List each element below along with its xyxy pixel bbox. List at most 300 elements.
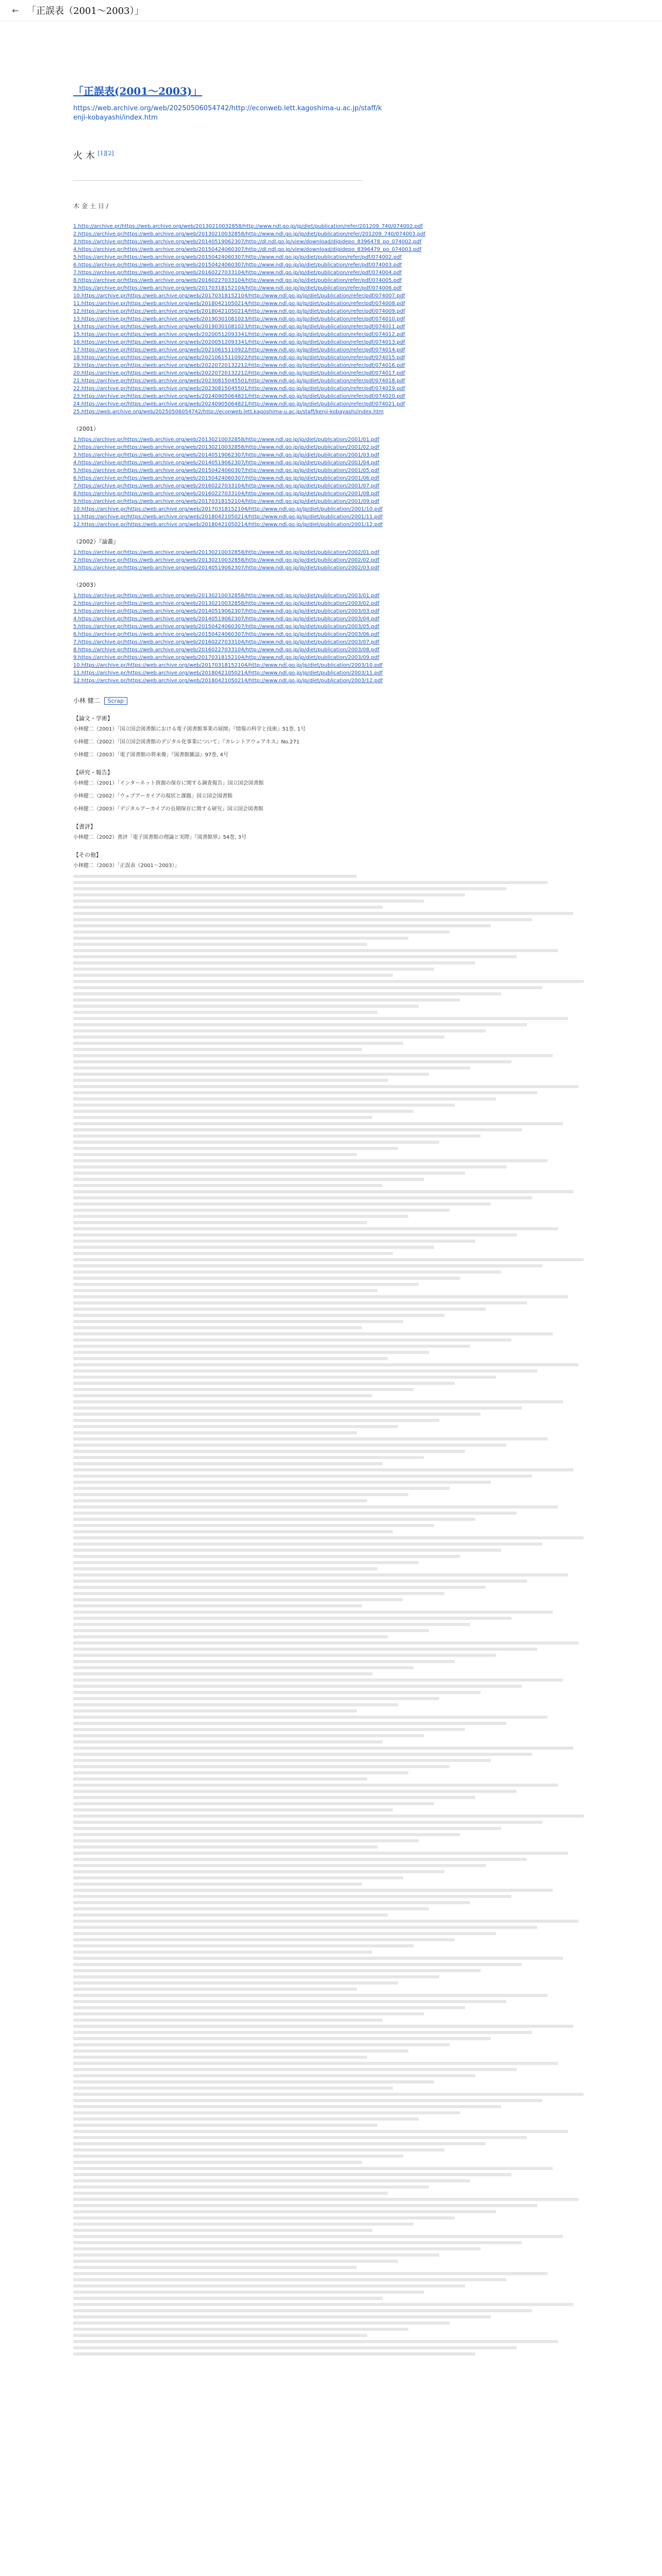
text-line-placeholder [73, 1147, 398, 1150]
divider [73, 180, 362, 181]
text-line-placeholder [73, 974, 393, 977]
text-line-placeholder [73, 924, 491, 927]
text-line-placeholder [73, 2223, 413, 2226]
text-line-placeholder [73, 1623, 470, 1626]
text-line-placeholder [73, 1505, 558, 1509]
year-nav-item[interactable]: / [106, 202, 109, 210]
text-line-placeholder [73, 2272, 548, 2275]
text-line-placeholder [73, 968, 434, 971]
text-line-placeholder [73, 2087, 393, 2090]
text-line-placeholder [73, 1184, 383, 1187]
text-line-placeholder [73, 1085, 578, 1088]
text-line-placeholder [73, 1444, 506, 1447]
text-line-placeholder [73, 1530, 393, 1533]
text-line-placeholder [73, 1821, 542, 1824]
text-line-placeholder [73, 2315, 491, 2318]
text-line-placeholder [73, 1567, 377, 1570]
text-line-placeholder [73, 887, 506, 890]
subtitle-footnote[interactable]: [1][2] [97, 150, 114, 157]
section-label: 【その他】 [73, 852, 102, 859]
year-nav-item[interactable]: 日 [98, 202, 105, 210]
section-entry: 小林健二（2002）書評「電子図書館の理論と実際」『図書館界』54巻, 3号 [73, 835, 246, 841]
text-line-placeholder [73, 2049, 408, 2053]
reference-link[interactable]: 23.https://archive.pr/https://web.archive.org/web/20240905064821/http://www.ndl.go.jp/jp/diet/publication/refer/pdf/074020.pdf [73, 394, 405, 400]
text-line-placeholder [73, 1883, 362, 1886]
section-entry: 小林健二（2003）「正誤表（2001〜2003）」 [73, 863, 180, 869]
text-line-placeholder [73, 1790, 517, 1793]
text-line-placeholder [73, 2192, 388, 2195]
text-line-placeholder [73, 1604, 362, 1607]
text-line-placeholder [73, 2179, 470, 2182]
text-line-placeholder [73, 1277, 460, 1280]
text-line-placeholder [73, 1400, 563, 1403]
reference-link[interactable]: 1.https://archive.pr/https://web.archive.org/web/20130210032858/http://www.ndl.go.jp/jp/diet/publication/2003/01.pdf [73, 593, 379, 599]
text-line-placeholder [73, 1406, 522, 1410]
text-line-placeholder [73, 1060, 511, 1063]
topbar [0, 0, 662, 21]
text-line-placeholder [73, 998, 460, 1002]
reference-link[interactable]: 16.https://archive.pr/https://web.archive.org/web/20200512093341/http://www.ndl.go.jp/jp/diet/publication/refer/pdf/074013.pdf [73, 340, 405, 346]
document-body [73, 21, 589, 2355]
text-line-placeholder [73, 1419, 439, 1422]
text-line-placeholder [73, 1833, 460, 1836]
text-line-placeholder [73, 2124, 377, 2127]
text-line-placeholder [73, 1944, 413, 1947]
text-line-placeholder [73, 2352, 475, 2355]
text-line-placeholder [73, 900, 424, 903]
text-line-placeholder [73, 2000, 506, 2003]
text-line-placeholder [73, 2062, 558, 2065]
text-line-placeholder [73, 1777, 367, 1781]
text-line-placeholder [73, 1091, 537, 1094]
reference-link[interactable]: 8.https://archive.pr/https://web.archive.org/web/20160227033104/http://www.ndl.go.jp/jp/diet/publication/2001/08.pdf [73, 491, 379, 497]
text-line-placeholder [73, 1048, 362, 1051]
text-line-placeholder [73, 1728, 465, 1731]
text-line-placeholder [73, 2309, 532, 2312]
text-line-placeholder [73, 1437, 548, 1440]
text-line-placeholder [73, 1555, 460, 1558]
text-line-placeholder [73, 1765, 450, 1768]
text-line-placeholder [73, 2229, 372, 2232]
text-line-placeholder [73, 1029, 486, 1032]
text-line-placeholder [73, 1493, 408, 1496]
text-line-placeholder [73, 1134, 481, 1138]
text-line-placeholder [73, 1394, 372, 1397]
text-line-placeholder [73, 1895, 511, 1898]
year-nav-item[interactable]: 木 [73, 202, 80, 210]
text-line-placeholder [73, 1549, 501, 1552]
text-line-placeholder [73, 1938, 455, 1941]
text-line-placeholder [73, 1450, 465, 1453]
text-line-placeholder [73, 1635, 388, 1638]
reference-link[interactable]: 24.https://archive.pr/https://web.archive.org/web/20240905064821/http://www.ndl.go.jp/jp/diet/publication/refer/pdf/074021.pdf [73, 401, 405, 408]
reference-link[interactable]: 3.https://archive.pr/https://web.archive.org/web/20140519062307/http://www.ndl.go.jp/jp/diet/publication/2003/03.pdf [73, 608, 379, 615]
text-line-placeholder [73, 1573, 568, 1577]
text-line-placeholder [73, 1252, 393, 1255]
reference-link[interactable]: 10.https://archive.pr/https://web.archive.org/web/20170318152104/http://www.ndl.go.jp/jp/diet/publication/refer/pdf/074007.pdf [73, 293, 405, 299]
text-line-placeholder [73, 1932, 496, 1935]
text-line-placeholder [73, 1740, 383, 1743]
text-line-placeholder [73, 2142, 486, 2145]
text-line-placeholder [73, 930, 450, 934]
text-line-placeholder [73, 1301, 527, 1304]
text-line-placeholder [73, 1691, 481, 1694]
text-line-placeholder [73, 2093, 584, 2096]
reference-link[interactable]: 9.https://archive.pr/https://web.archive.org/web/20170318152104/http://www.ndl.go.jp/jp/diet/publication/refer/pdf/074006.pdf [73, 285, 402, 292]
reference-link[interactable]: 25.https://web.archive.org/web/20250506054742/http://econweb.lett.kagoshima-u.ac.jp/staff/kenji-kobayashi/index.htm [73, 409, 384, 415]
text-line-placeholder [73, 2043, 450, 2046]
reference-link[interactable]: 1.https://archive.pr/https://web.archive.org/web/20130210032858/http://www.ndl.go.jp/jp/diet/publication/2002/01.pdf [73, 550, 379, 556]
ndl-heading [73, 696, 589, 705]
text-line-placeholder [73, 2235, 563, 2238]
text-line-placeholder [73, 2074, 475, 2077]
header-title: 「正誤表（2001〜2003）」 [27, 6, 144, 16]
text-line-placeholder [73, 2068, 517, 2071]
text-line-placeholder [73, 1901, 470, 1904]
text-line-placeholder [73, 1722, 506, 1725]
text-line-placeholder [73, 1369, 537, 1372]
text-line-placeholder [73, 1209, 450, 1212]
reference-link[interactable]: 11.https://archive.pr/https://web.archive.org/web/20180421050214/http://www.ndl.go.jp/jp/diet/publication/2003/11.pdf [73, 670, 383, 676]
section-entry: 小林健二（2001）「インターネット資源の保存に関する調査報告」国立国会図書館 [73, 781, 264, 787]
text-line-placeholder [73, 1827, 501, 1830]
reference-link[interactable]: 1.https://archive.pr/https://web.archive.org/web/20130210032858/http://www.ndl.go.jp/jp/diet/publication/2001/01.pdf [73, 437, 379, 443]
text-line-placeholder [73, 1716, 548, 1719]
text-line-placeholder [73, 1388, 413, 1391]
reference-link[interactable]: 5.https://archive.pr/https://web.archive.org/web/20150424060307/http://www.ndl.go.jp/jp/diet/publication/2001/05.pdf [73, 468, 379, 474]
text-line-placeholder [73, 1376, 496, 1379]
reference-link[interactable]: 2.https://archive.pr/https://web.archive.org/web/20130210032858/http://www.ndl.go.jp/jp/diet/publication/2002/02.pdf [73, 557, 379, 564]
subtitle-text: 火 木 [73, 150, 98, 162]
text-line-placeholder [73, 1270, 501, 1274]
text-line-placeholder [73, 2019, 383, 2022]
text-line-placeholder [73, 2099, 542, 2102]
text-line-placeholder [73, 1079, 388, 1082]
reference-link[interactable]: 12.https://archive.pr/https://web.archive.org/web/20180421050214/http://www.ndl.go.jp/jp/diet/publication/2003/12.pdf [73, 678, 383, 684]
text-line-placeholder [73, 986, 542, 989]
year-nav [73, 201, 589, 210]
text-line-placeholder [73, 1598, 403, 1601]
text-line-placeholder [73, 2136, 527, 2139]
reference-link[interactable]: 4.https://archive.pr/https://web.archive.org/web/20140519062307/http://www.ndl.go.jp/jp/diet/publication/2001/04.pdf [73, 460, 379, 466]
text-line-placeholder [73, 1648, 537, 1651]
text-line-placeholder [73, 2247, 481, 2250]
text-line-placeholder [73, 1289, 377, 1292]
text-line-placeholder [73, 1907, 429, 1910]
text-line-placeholder [73, 2056, 367, 2059]
block-label: （2002）『論叢』 [73, 538, 119, 546]
text-line-placeholder [73, 1413, 481, 1416]
reference-link[interactable]: 7.https://archive.pr/https://web.archive.org/web/20160227033104/http://www.ndl.go.jp/jp/diet/publication/2003/07.pdf [73, 639, 379, 646]
text-line-placeholder [73, 1233, 517, 1236]
text-line-placeholder [73, 893, 465, 896]
section-label: 【研究・報告】 [73, 769, 113, 776]
text-line-placeholder [73, 937, 408, 940]
text-line-placeholder [73, 1190, 573, 1193]
reference-link[interactable]: 15.https://archive.pr/https://web.archive.org/web/20200512093341/http://www.ndl.go.jp/jp/diet/publication/refer/pdf/074012.pdf [73, 332, 405, 338]
text-line-placeholder [73, 1487, 450, 1490]
text-line-placeholder [73, 1697, 439, 1700]
ndl-heading-text: 小林 健二 [73, 697, 100, 705]
text-line-placeholder [73, 1703, 398, 1706]
year-nav-item[interactable]: 土 [90, 202, 96, 210]
text-line-placeholder [73, 1580, 527, 1583]
text-line-placeholder [73, 1308, 486, 1311]
page-title [73, 83, 589, 98]
block-label: （2001） [73, 426, 99, 433]
year-nav-item[interactable]: 金 [81, 202, 88, 210]
reference-link[interactable]: 6.https://archive.pr/https://web.archive.org/web/20150424060307/http://www.ndl.go.jp/jp/diet/publication/2001/06.pdf [73, 476, 379, 482]
text-line-placeholder [73, 2130, 568, 2133]
text-line-placeholder [73, 1258, 584, 1261]
reference-link[interactable]: 19.https://archive.pr/https://web.archive.org/web/20220720132212/http://www.ndl.go.jp/jp/diet/publication/refer/pdf/074016.pdf [73, 363, 405, 369]
reference-link[interactable]: 3.https://archive.pr/https://web.archive.org/web/20140519062307/http://www.ndl.go.jp/jp/diet/publication/2001/03.pdf [73, 452, 379, 459]
text-line-placeholder [73, 1802, 434, 1805]
text-line-placeholder [73, 2266, 357, 2269]
text-line-placeholder [73, 1141, 439, 1144]
section-entry: 小林健二（2001）「国立国会図書館における電子図書館事業の展開」『情報の科学と技術』51巻, 1号 [73, 726, 306, 733]
text-line-placeholder [73, 1332, 553, 1335]
text-line-placeholder [73, 1981, 398, 1985]
text-line-placeholder [73, 2161, 362, 2164]
text-line-placeholder [73, 2204, 537, 2207]
text-line-placeholder [73, 1363, 578, 1366]
reference-link[interactable]: 6.https://archive.pr/https://web.archive.org/web/20150424060307/http://www.ndl.go.jp/jp/diet/publication/refer/pdf/074003.pdf [73, 262, 402, 268]
text-line-placeholder [73, 1969, 481, 1972]
text-line-placeholder [73, 1425, 398, 1428]
text-line-placeholder [73, 1839, 419, 1842]
text-line-placeholder [73, 1326, 362, 1329]
text-line-placeholder [73, 1122, 563, 1125]
reference-link[interactable]: 8.https://archive.pr/https://web.archive.org/web/20160227033104/http://www.ndl.go.jp/jp/diet/publication/2003/08.pdf [73, 647, 379, 653]
reference-link[interactable]: 11.https://archive.pr/https://web.archive.org/web/20180421050214/http://www.ndl.go.jp/jp/diet/publication/2001/11.pdf [73, 514, 383, 520]
reference-link[interactable]: 2.https://archive.pr/https://web.archive.org/web/20130210032858/http://www.ndl.go.jp/jp/diet/publication/refer/201209_740/074003.pdf [73, 231, 426, 238]
text-line-placeholder [73, 1468, 573, 1471]
reference-blocks [73, 223, 589, 685]
text-line-placeholder [73, 1913, 388, 1917]
text-line-placeholder [73, 1165, 506, 1168]
reference-link[interactable]: 3.https://archive.pr/https://web.archive.org/web/20140519062307/http://www.ndl.go.jp/jp/diet/publication/2002/03.pdf [73, 565, 379, 571]
source-url[interactable]: https://web.archive.org/web/20250506054742/http://econweb.lett.kagoshima-u.ac.jp/staff/kenji-kobayashi/index.htm [73, 105, 382, 122]
reference-link[interactable]: 5.https://archive.pr/https://web.archive.org/web/20150424060307/http://www.ndl.go.jp/jp/diet/publication/2003/05.pdf [73, 624, 379, 630]
reference-link[interactable]: 12.https://archive.pr/https://web.archive.org/web/20180421050214/http://www.ndl.go.jp/jp/diet/publication/refer/pdf/074009.pdf [73, 309, 405, 315]
text-line-placeholder [73, 2216, 455, 2219]
reference-block [73, 538, 589, 572]
text-line-placeholder [73, 1202, 491, 1206]
text-line-placeholder [73, 1611, 553, 1614]
page-title-link[interactable]: 「正誤表(2001～2003)」 [73, 85, 203, 97]
text-line-placeholder [73, 1054, 553, 1057]
section-label: 【書評】 [73, 823, 96, 831]
scrap-button[interactable]: Scrap [104, 697, 127, 705]
text-line-placeholder [73, 949, 558, 952]
text-line-placeholder [73, 2173, 511, 2176]
text-line-placeholder [73, 1975, 439, 1978]
reference-link[interactable]: 9.https://archive.pr/https://web.archive.org/web/20170318152104/http://www.ndl.go.jp/jp/diet/publication/2003/09.pdf [73, 655, 379, 661]
reference-link[interactable]: 10.https://archive.pr/https://web.archive.org/web/20170318152104/http://www.ndl.go.jp/jp/diet/publication/2001/10.pdf [73, 506, 383, 513]
text-line-placeholder [73, 2346, 517, 2349]
reference-link[interactable]: 13.https://archive.pr/https://web.archive.org/web/20190301081023/http://www.ndl.go.jp/jp/diet/publication/refer/pdf/074010.pdf [73, 316, 405, 323]
text-line-placeholder [73, 980, 584, 983]
text-line-placeholder [73, 1685, 522, 1688]
text-line-placeholder [73, 1345, 470, 1348]
text-line-placeholder [73, 1858, 527, 1861]
text-line-placeholder [73, 2297, 383, 2300]
text-line-placeholder [73, 2198, 578, 2201]
text-line-placeholder [73, 1784, 558, 1787]
reference-block [73, 581, 589, 685]
reference-link[interactable]: 21.https://archive.pr/https://web.archive.org/web/20230815045501/http://www.ndl.go.jp/jp/diet/publication/refer/pdf/074018.pdf [73, 378, 405, 384]
text-line-placeholder [73, 961, 475, 964]
text-line-placeholder [73, 881, 548, 884]
text-line-placeholder [73, 1215, 408, 1218]
text-line-placeholder [73, 1023, 527, 1026]
text-line-placeholder [73, 1011, 377, 1014]
text-line-placeholder [73, 1753, 532, 1756]
text-line-placeholder [73, 992, 501, 995]
text-line-placeholder [73, 1889, 553, 1892]
text-line-placeholder [73, 1518, 475, 1521]
text-line-placeholder [73, 2155, 403, 2158]
reference-link[interactable]: 4.https://archive.pr/https://web.archive.org/web/20140519062307/http://www.ndl.go.jp/jp/diet/publication/2003/04.pdf [73, 616, 379, 622]
text-line-placeholder [73, 1017, 568, 1020]
reference-link[interactable]: 9.https://archive.pr/https://web.archive.org/web/20170318152104/http://www.ndl.go.jp/jp/diet/publication/2001/09.pdf [73, 499, 379, 505]
text-line-placeholder [73, 1852, 568, 1855]
text-line-placeholder [73, 1524, 434, 1527]
text-line-placeholder [73, 1617, 511, 1620]
subtitle [73, 148, 589, 162]
text-line-placeholder [73, 875, 357, 878]
text-line-placeholder [73, 1672, 372, 1675]
text-line-placeholder [73, 1654, 496, 1657]
document-body-continued [73, 875, 589, 2355]
text-line-placeholder [73, 2006, 465, 2009]
section-label: 【論文・学術】 [73, 715, 113, 722]
reference-block [73, 223, 589, 416]
text-line-placeholder [73, 1988, 357, 1991]
reference-link[interactable]: 12.https://archive.pr/https://web.archive.org/web/20180421050214/http://www.ndl.go.jp/jp/diet/publication/2001/12.pdf [73, 522, 383, 528]
text-line-placeholder [73, 1314, 444, 1317]
reference-link[interactable]: 7.https://archive.pr/https://web.archive.org/web/20160227033104/http://www.ndl.go.jp/jp/diet/publication/2001/07.pdf [73, 483, 379, 489]
text-line-placeholder [73, 2012, 424, 2015]
text-line-placeholder [73, 1592, 444, 1595]
text-line-placeholder [73, 1221, 367, 1224]
reference-link[interactable]: 4.https://archive.pr/https://web.archive.org/web/20150424060307/http://dl.ndl.go.jp/view/download/digidepo_8396479_po_074003.pdf [73, 247, 422, 253]
block-label: （2003） [73, 582, 99, 589]
section-entry: 小林健二（2002）「ウェブアーカイブの現状と課題」国立国会図書館 [73, 793, 233, 800]
reference-link[interactable]: 14.https://archive.pr/https://web.archive.org/web/20190301081023/http://www.ndl.go.jp/jp/diet/publication/refer/pdf/074011.pdf [73, 324, 405, 330]
text-line-placeholder [73, 2025, 573, 2028]
text-line-placeholder [73, 2105, 501, 2108]
text-line-placeholder [73, 2148, 444, 2151]
text-line-placeholder [73, 1660, 455, 1663]
text-line-placeholder [73, 2291, 424, 2294]
text-line-placeholder [73, 943, 367, 946]
text-line-placeholder [73, 1864, 486, 1867]
text-line-placeholder [73, 1005, 419, 1008]
reference-link[interactable]: 22.https://archive.pr/https://web.archive.org/web/20230815045501/http://www.ndl.go.jp/jp/diet/publication/refer/pdf/074019.pdf [73, 386, 405, 392]
text-line-placeholder [73, 1357, 388, 1360]
text-line-placeholder [73, 1246, 434, 1249]
text-line-placeholder [73, 1994, 548, 1997]
text-line-placeholder [73, 1104, 455, 1107]
text-line-placeholder [73, 2278, 506, 2281]
text-line-placeholder [73, 1240, 475, 1243]
text-line-placeholder [73, 2260, 398, 2263]
reference-link[interactable]: 2.https://archive.pr/https://web.archive.org/web/20130210032858/http://www.ndl.go.jp/jp/diet/publication/2003/02.pdf [73, 601, 379, 607]
text-line-placeholder [73, 1110, 413, 1113]
text-line-placeholder [73, 918, 532, 921]
text-line-placeholder [73, 2037, 491, 2040]
text-line-placeholder [73, 1097, 496, 1100]
text-line-placeholder [73, 1227, 558, 1230]
text-line-placeholder [73, 1747, 573, 1750]
text-line-placeholder [73, 2185, 429, 2189]
section-entry: 小林健二（2003）「デジタルアーカイブの長期保存に関する研究」国立国会図書館 [73, 806, 263, 812]
reference-link[interactable]: 8.https://archive.pr/https://web.archive.org/web/20160227033104/http://www.ndl.go.jp/jp/diet/publication/refer/pdf/074005.pdf [73, 278, 402, 284]
text-line-placeholder [73, 1926, 537, 1929]
text-line-placeholder [73, 1128, 522, 1131]
text-line-placeholder [73, 1462, 383, 1465]
text-line-placeholder [73, 1283, 419, 1286]
text-line-placeholder [73, 1172, 465, 1175]
text-line-placeholder [73, 1036, 444, 1039]
text-line-placeholder [73, 2284, 465, 2287]
text-line-placeholder [73, 1771, 408, 1774]
text-line-placeholder [73, 1512, 517, 1515]
text-line-placeholder [73, 1709, 357, 1713]
text-line-placeholder [73, 1178, 424, 1181]
arrow-left-icon[interactable]: ← [12, 5, 19, 15]
reference-link[interactable]: 1.http://archive.pr/https://web.archive.org/web/20130210032858/http://www.ndl.go.jp/jp/diet/publication/refer/201209_740/074002.pdf [73, 224, 423, 230]
section-entry: 小林健二（2003）「電子図書館の将来像」『図書館雑誌』97巻, 4号 [73, 752, 228, 758]
reference-link[interactable]: 10.https://archive.pr/https://web.archive.org/web/20170318152104/http://www.ndl.go.jp/jp/diet/publication/2003/10.pdf [73, 663, 383, 669]
text-line-placeholder [73, 1536, 584, 1539]
sections [73, 714, 589, 870]
text-line-placeholder [73, 1295, 568, 1298]
text-line-placeholder [73, 2111, 460, 2114]
reference-link[interactable]: 20.https://archive.pr/https://web.archive.org/web/20220720132212/http://www.ndl.go.jp/jp/diet/publication/refer/pdf/074017.pdf [73, 370, 405, 377]
text-line-placeholder [73, 2241, 522, 2244]
text-line-placeholder [73, 1153, 357, 1156]
text-line-placeholder [73, 1734, 424, 1737]
reference-link[interactable]: 7.https://archive.pr/https://web.archive.org/web/20160227033104/http://www.ndl.go.jp/jp/diet/publication/refer/pdf/074004.pdf [73, 270, 402, 276]
text-line-placeholder [73, 2321, 450, 2325]
text-line-placeholder [73, 1870, 444, 1873]
reference-link[interactable]: 17.https://archive.pr/https://web.archive.org/web/20210615110922/http://www.ndl.go.jp/jp/diet/publication/refer/pdf/074014.pdf [73, 347, 405, 353]
text-line-placeholder [73, 1196, 532, 1199]
section-entry: 小林健二（2002）「国立国会図書館のデジタル化事業について」『カレントアウェアネス』No.271 [73, 739, 300, 745]
text-line-placeholder [73, 2253, 439, 2257]
reference-link[interactable]: 2.https://archive.pr/https://web.archive.org/web/20130210032858/http://www.ndl.go.jp/jp/diet/publication/2001/02.pdf [73, 445, 379, 451]
reference-link[interactable]: 11.https://archive.pr/https://web.archive.org/web/20180421050214/http://www.ndl.go.jp/jp/diet/publication/refer/pdf/074008.pdf [73, 301, 405, 307]
reference-link[interactable]: 3.https://archive.pr/https://web.archive.org/web/20140519062307/http://dl.ndl.go.jp/view/download/digidepo_8396478_po_074002.pdf [73, 239, 422, 245]
text-line-placeholder [73, 1116, 372, 1119]
text-line-placeholder [73, 1808, 393, 1811]
text-line-placeholder [73, 1481, 491, 1484]
reference-link[interactable]: 6.https://archive.pr/https://web.archive.org/web/20150424060307/http://www.ndl.go.jp/jp/diet/publication/2003/06.pdf [73, 632, 379, 638]
text-line-placeholder [73, 1759, 491, 1762]
text-line-placeholder [73, 1073, 429, 1076]
text-line-placeholder [73, 1951, 372, 1954]
text-line-placeholder [73, 906, 383, 909]
text-line-placeholder [73, 1320, 403, 1323]
text-line-placeholder [73, 1431, 357, 1434]
reference-link[interactable]: 5.https://archive.pr/https://web.archive.org/web/20150424060307/http://www.ndl.go.jp/jp/diet/publication/refer/pdf/074002.pdf [73, 255, 402, 261]
text-line-placeholder [73, 2117, 419, 2121]
reference-link[interactable]: 18.https://archive.pr/https://web.archive.org/web/20210615110922/http://www.ndl.go.jp/jp/diet/publication/refer/pdf/074015.pdf [73, 355, 405, 361]
text-line-placeholder [73, 1957, 563, 1960]
